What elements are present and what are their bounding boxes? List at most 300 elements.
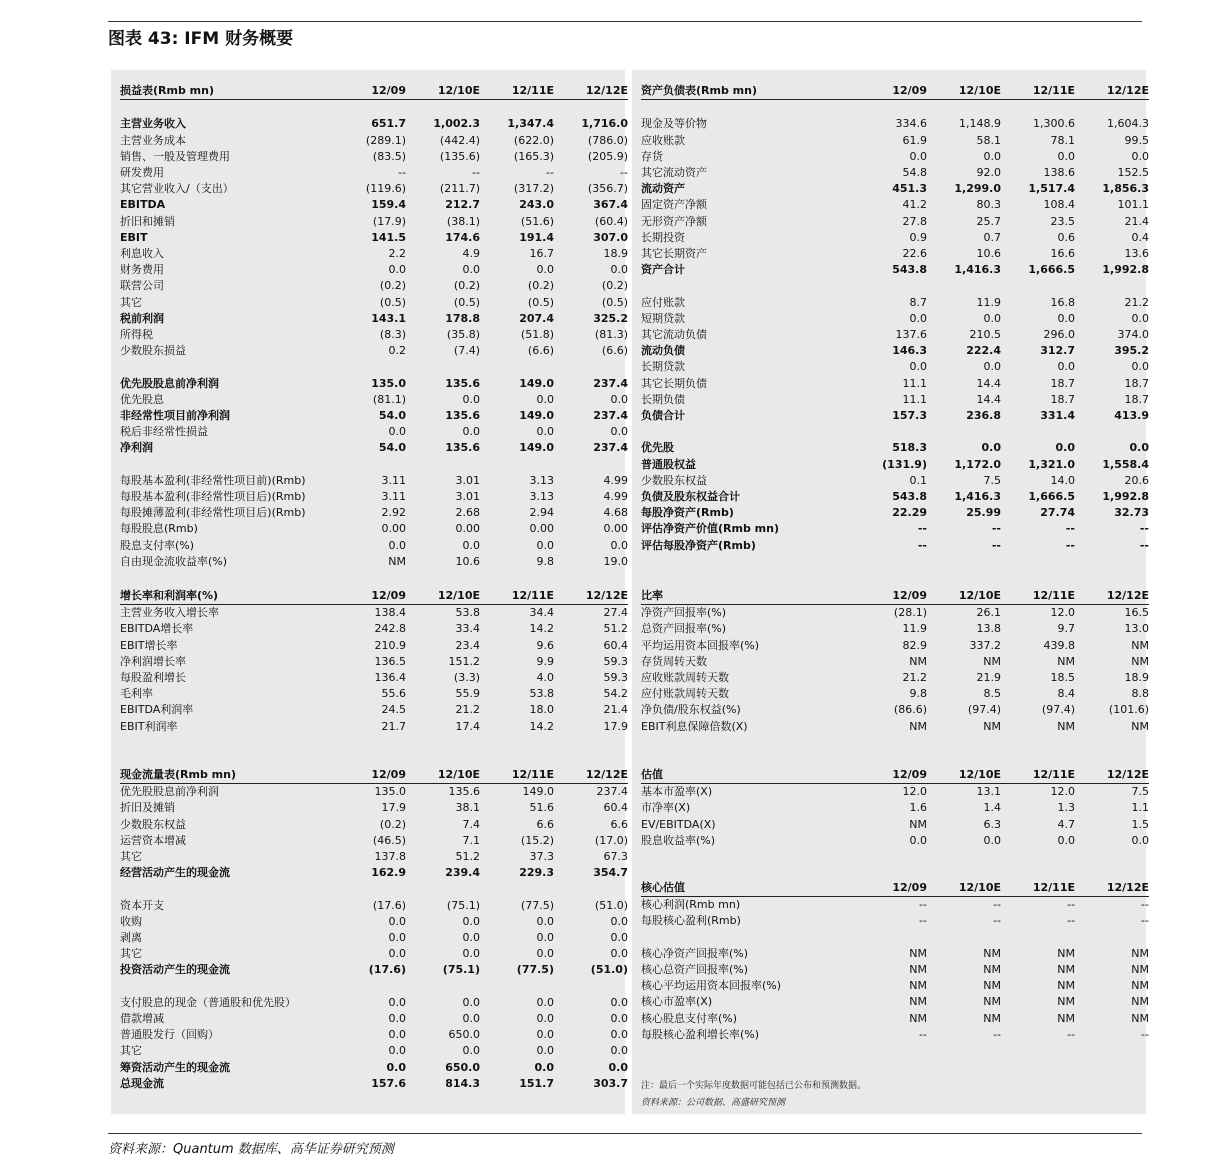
value-cell: 374.0 xyxy=(1117,328,1149,342)
row-label: 折旧和摊销 xyxy=(120,214,175,228)
spacer-cell xyxy=(406,100,480,117)
value-cell: 55.6 xyxy=(381,687,406,701)
value-cell: 10.6 xyxy=(976,247,1001,261)
table-row xyxy=(641,962,1149,978)
value-cell: 0.0 xyxy=(909,311,927,325)
value-cell: (75.1) xyxy=(446,898,480,912)
value-cell: (3.3) xyxy=(453,671,480,685)
spacer-cell xyxy=(641,930,869,946)
value-cell: -- xyxy=(1141,914,1149,928)
table-row xyxy=(120,865,628,881)
value-cell: 59.3 xyxy=(603,671,628,685)
value-cell: 60.4 xyxy=(603,638,628,652)
value-cell: 7.4 xyxy=(462,817,480,831)
value-cell: 27.4 xyxy=(603,606,628,620)
table-row xyxy=(641,1027,1149,1043)
table-row xyxy=(641,489,1149,505)
value-cell: -- xyxy=(1067,1027,1075,1041)
period-header: 12/12E xyxy=(1075,83,1149,100)
value-cell: 13.8 xyxy=(976,622,1001,636)
spacer-cell xyxy=(480,359,554,375)
period-header: 12/10E xyxy=(927,588,1001,605)
spacer-cell xyxy=(554,979,628,995)
table-row xyxy=(120,197,628,213)
value-cell: 0.0 xyxy=(536,1028,554,1042)
value-cell: 0.0 xyxy=(462,914,480,928)
value-cell: 0.0 xyxy=(1131,149,1149,163)
row-label: 借款增减 xyxy=(120,1012,164,1026)
table-row xyxy=(120,311,628,327)
value-cell: 17.9 xyxy=(381,801,406,815)
value-cell: (17.6) xyxy=(368,963,406,977)
value-cell: 17.9 xyxy=(603,719,628,733)
row-label: 应付账款 xyxy=(641,295,685,309)
value-cell: 1,517.4 xyxy=(1028,182,1075,196)
valuation-table xyxy=(641,767,1149,849)
row-label: 经营活动产生的现金流 xyxy=(120,866,230,880)
value-cell: 18.7 xyxy=(1124,392,1149,406)
value-cell: NM xyxy=(1131,979,1149,993)
value-cell: 0.0 xyxy=(462,995,480,1009)
table-row xyxy=(641,440,1149,456)
value-cell: 0.0 xyxy=(462,263,480,277)
value-cell: 0.0 xyxy=(610,931,628,945)
value-cell: 0.4 xyxy=(1131,230,1149,244)
growth-margin-table xyxy=(120,588,628,735)
table-row xyxy=(641,978,1149,994)
row-label: EBIT增长率 xyxy=(120,638,178,652)
value-cell: 0.0 xyxy=(388,995,406,1009)
value-cell: 1,416.3 xyxy=(954,263,1001,277)
value-cell: 14.2 xyxy=(529,719,554,733)
row-label: 其它长期负债 xyxy=(641,376,707,390)
value-cell: 0.0 xyxy=(462,425,480,439)
spacer-cell xyxy=(120,457,348,473)
value-cell: NM xyxy=(909,654,927,668)
period-header: 12/10E xyxy=(406,767,480,784)
row-label: 短期贷款 xyxy=(641,311,685,325)
period-header: 12/12E xyxy=(1075,767,1149,784)
value-cell: 54.0 xyxy=(378,409,406,423)
row-label: 优先股股息前净利润 xyxy=(120,376,219,390)
table-row xyxy=(120,392,628,408)
value-cell: 0.0 xyxy=(388,914,406,928)
table-row xyxy=(641,149,1149,165)
value-cell: 21.2 xyxy=(902,671,927,685)
value-cell: 0.00 xyxy=(529,522,554,536)
value-cell: 4.99 xyxy=(603,490,628,504)
section-title: 增长率和利润率(%) xyxy=(120,588,348,605)
row-label: 优先股 xyxy=(641,441,674,455)
table-row xyxy=(120,149,628,165)
table-row xyxy=(641,343,1149,359)
table-header-row xyxy=(641,588,1149,605)
value-cell: 0.0 xyxy=(462,947,480,961)
row-label: 筹资活动产生的现金流 xyxy=(120,1060,230,1074)
value-cell: 0.0 xyxy=(536,947,554,961)
table-source-note: 资料来源：公司数据、高盛研究预测 xyxy=(641,1098,786,1108)
row-label: 核心市盈率(X) xyxy=(641,995,713,1009)
table-row xyxy=(641,784,1149,801)
row-label: 少数股东权益 xyxy=(641,473,707,487)
table-header-row xyxy=(641,767,1149,784)
spacer-cell xyxy=(641,100,869,117)
value-cell: 9.7 xyxy=(1057,622,1075,636)
value-cell: 78.1 xyxy=(1050,133,1075,147)
table-row xyxy=(641,817,1149,833)
table-row xyxy=(120,278,628,294)
value-cell: 0.00 xyxy=(455,522,480,536)
value-cell: -- xyxy=(993,1027,1001,1041)
table-row xyxy=(120,1011,628,1027)
row-label: 主营业务成本 xyxy=(120,133,186,147)
row-label: 优先股息 xyxy=(120,392,164,406)
value-cell: 101.1 xyxy=(1117,198,1149,212)
value-cell: 13.0 xyxy=(1124,622,1149,636)
table-row xyxy=(641,605,1149,622)
value-cell: 0.0 xyxy=(462,538,480,552)
value-cell: (786.0) xyxy=(587,133,628,147)
table-row xyxy=(120,116,628,132)
period-header: 12/09 xyxy=(348,767,406,784)
value-cell: 0.0 xyxy=(983,360,1001,374)
row-label: 联营公司 xyxy=(120,279,164,293)
spacer-cell xyxy=(1001,930,1075,946)
value-cell: 0.0 xyxy=(1055,441,1075,455)
table-header-row xyxy=(120,767,628,784)
row-label: 核心利润(Rmb mn) xyxy=(641,898,741,912)
section-title: 现金流量表(Rmb mn) xyxy=(120,767,348,784)
spacer-cell xyxy=(554,457,628,473)
table-row xyxy=(641,946,1149,962)
spacer-cell xyxy=(927,424,1001,440)
value-cell: 14.4 xyxy=(976,376,1001,390)
value-cell: 242.8 xyxy=(374,622,406,636)
row-label: 其它 xyxy=(120,295,142,309)
table-row xyxy=(120,408,628,424)
row-label: 无形资产净额 xyxy=(641,214,707,228)
table-row xyxy=(120,621,628,637)
row-label: 现金及等价物 xyxy=(641,117,707,131)
value-cell: 1,992.8 xyxy=(1102,263,1149,277)
value-cell: NM xyxy=(1131,946,1149,960)
table-row xyxy=(120,521,628,537)
value-cell: 0.0 xyxy=(610,1028,628,1042)
period-header: 12/10E xyxy=(406,83,480,100)
page-title: 图表 43: IFM 财务概要 xyxy=(108,29,294,49)
row-label: 收购 xyxy=(120,914,142,928)
value-cell: 543.8 xyxy=(892,490,927,504)
value-cell: NM xyxy=(388,554,406,568)
value-cell: 222.4 xyxy=(966,344,1001,358)
row-label: 财务费用 xyxy=(120,263,164,277)
value-cell: 60.4 xyxy=(603,801,628,815)
value-cell: (75.1) xyxy=(442,963,480,977)
value-cell: (81.1) xyxy=(372,392,406,406)
value-cell: 0.0 xyxy=(610,425,628,439)
value-cell: 451.3 xyxy=(892,182,927,196)
table-row xyxy=(120,1076,628,1092)
value-cell: (442.4) xyxy=(439,133,480,147)
value-cell: 296.0 xyxy=(1043,328,1075,342)
value-cell: 152.5 xyxy=(1117,166,1149,179)
value-cell: 10.6 xyxy=(455,554,480,568)
value-cell: 0.0 xyxy=(1131,360,1149,374)
spacer-cell xyxy=(1075,930,1149,946)
value-cell: (356.7) xyxy=(587,182,628,196)
section-title: 比率 xyxy=(641,588,869,605)
table-row xyxy=(641,897,1149,914)
value-cell: 32.73 xyxy=(1114,506,1149,520)
value-cell: -- xyxy=(919,1027,927,1041)
value-cell: NM xyxy=(983,1011,1001,1025)
value-cell: NM xyxy=(909,719,927,733)
value-cell: 0.9 xyxy=(909,230,927,244)
table-row xyxy=(641,181,1149,197)
value-cell: 0.0 xyxy=(536,425,554,439)
table-row xyxy=(120,327,628,343)
spacer-cell xyxy=(480,979,554,995)
value-cell: -- xyxy=(917,522,927,536)
row-label: 市净率(X) xyxy=(641,801,691,815)
row-label: 毛利率 xyxy=(120,687,153,701)
value-cell: -- xyxy=(1067,898,1075,912)
period-header: 12/12E xyxy=(554,767,628,784)
period-header: 12/09 xyxy=(869,83,927,100)
section-title: 损益表(Rmb mn) xyxy=(120,83,348,100)
value-cell: 7.5 xyxy=(1131,785,1149,799)
spacer-cell xyxy=(348,457,406,473)
value-cell: 4.68 xyxy=(603,506,628,520)
spacer-cell xyxy=(120,979,348,995)
value-cell: 16.5 xyxy=(1124,606,1149,620)
table-row xyxy=(120,686,628,702)
value-cell: 2.92 xyxy=(381,506,406,520)
value-cell: 6.3 xyxy=(983,817,1001,831)
table-row xyxy=(641,230,1149,246)
value-cell: -- xyxy=(620,166,628,179)
table-row xyxy=(120,817,628,833)
value-cell: 54.8 xyxy=(902,166,927,179)
value-cell: (51.0) xyxy=(590,963,628,977)
value-cell: (17.6) xyxy=(372,898,406,912)
table-row xyxy=(641,833,1149,849)
period-header: 12/12E xyxy=(1075,588,1149,605)
row-label: 普通股发行（回购） xyxy=(120,1028,219,1042)
period-header: 12/11E xyxy=(480,767,554,784)
row-label: 平均运用资本回报率(%) xyxy=(641,638,760,652)
value-cell: 0.0 xyxy=(462,1012,480,1026)
value-cell: (0.5) xyxy=(601,295,628,309)
value-cell: -- xyxy=(1065,522,1075,536)
value-cell: 99.5 xyxy=(1124,133,1149,147)
value-cell: 22.6 xyxy=(902,247,927,261)
row-label: 流动负债 xyxy=(641,344,685,358)
value-cell: 237.4 xyxy=(593,376,628,390)
value-cell: (119.6) xyxy=(365,182,406,196)
value-cell: 1.5 xyxy=(1131,817,1149,831)
value-cell: 0.0 xyxy=(1057,360,1075,374)
spacer-cell xyxy=(120,359,348,375)
period-header: 12/12E xyxy=(554,588,628,605)
value-cell: NM xyxy=(1057,654,1075,668)
row-label: 支付股息的现金（普通股和优先股） xyxy=(120,995,296,1009)
value-cell: 19.0 xyxy=(603,554,628,568)
value-cell: 21.2 xyxy=(1124,295,1149,309)
value-cell: 4.9 xyxy=(462,247,480,261)
row-label: 折旧及摊销 xyxy=(120,801,175,815)
value-cell: 0.0 xyxy=(388,947,406,961)
period-header: 12/11E xyxy=(1001,880,1075,897)
value-cell: 0.0 xyxy=(983,149,1001,163)
row-label: 核心总资产回报率(%) xyxy=(641,963,749,976)
table-row xyxy=(120,505,628,521)
table-row xyxy=(120,784,628,801)
value-cell: NM xyxy=(1131,1011,1149,1025)
table-row xyxy=(120,1043,628,1059)
value-cell: 51.6 xyxy=(529,801,554,815)
spacer-cell xyxy=(1001,278,1075,294)
value-cell: 0.0 xyxy=(610,947,628,961)
balance-sheet-table xyxy=(641,83,1149,554)
section-title: 估值 xyxy=(641,767,869,784)
value-cell: 236.8 xyxy=(966,409,1001,423)
row-label: 主营业务收入 xyxy=(120,117,186,131)
row-label: 其它 xyxy=(120,1044,142,1058)
value-cell: 38.1 xyxy=(455,801,480,815)
value-cell: 25.7 xyxy=(976,214,1001,228)
row-label: 销售、一般及管理费用 xyxy=(120,149,230,163)
value-cell: 159.4 xyxy=(371,198,406,212)
row-label: EBITDA xyxy=(120,198,166,212)
row-label: 存货周转天数 xyxy=(641,654,707,668)
value-cell: 1.6 xyxy=(909,801,927,815)
value-cell: 53.8 xyxy=(455,606,480,620)
spacer-row xyxy=(641,930,1149,946)
row-label: 每股盈利增长 xyxy=(120,671,186,685)
table-row xyxy=(120,262,628,278)
row-label: 应收账款周转天数 xyxy=(641,671,729,685)
value-cell: 0.0 xyxy=(388,1012,406,1026)
value-cell: (86.6) xyxy=(893,703,927,717)
row-label: 每股基本盈利(非经常性项目前)(Rmb) xyxy=(120,473,306,487)
value-cell: 237.4 xyxy=(593,409,628,423)
period-header: 12/11E xyxy=(1001,767,1075,784)
value-cell: 0.0 xyxy=(610,392,628,406)
table-header-row xyxy=(120,83,628,100)
value-cell: 23.4 xyxy=(455,638,480,652)
spacer-row xyxy=(641,278,1149,294)
value-cell: -- xyxy=(398,166,406,179)
value-cell: (51.8) xyxy=(520,328,554,342)
table-row xyxy=(120,833,628,849)
value-cell: 1,666.5 xyxy=(1028,490,1075,504)
value-cell: 51.2 xyxy=(603,622,628,636)
value-cell: 229.3 xyxy=(519,866,554,880)
spacer-row xyxy=(120,881,628,897)
value-cell: 0.0 xyxy=(388,1028,406,1042)
table-row xyxy=(641,473,1149,489)
value-cell: -- xyxy=(1139,522,1149,536)
value-cell: 16.7 xyxy=(529,247,554,261)
value-cell: -- xyxy=(1067,914,1075,928)
value-cell: 58.1 xyxy=(976,133,1001,147)
value-cell: 9.8 xyxy=(536,554,554,568)
value-cell: 21.7 xyxy=(381,719,406,733)
value-cell: (0.2) xyxy=(379,279,406,293)
value-cell: NM xyxy=(909,817,927,831)
value-cell: NM xyxy=(909,995,927,1009)
value-cell: 11.1 xyxy=(902,392,927,406)
value-cell: 0.0 xyxy=(610,1012,628,1026)
value-cell: 18.9 xyxy=(603,247,628,261)
value-cell: 4.99 xyxy=(603,473,628,487)
value-cell: 8.7 xyxy=(909,295,927,309)
table-row xyxy=(120,849,628,865)
period-header: 12/09 xyxy=(869,767,927,784)
value-cell: (6.6) xyxy=(601,344,628,358)
value-cell: 0.0 xyxy=(610,995,628,1009)
period-header: 12/10E xyxy=(927,880,1001,897)
row-label: 自由现金流收益率(%) xyxy=(120,554,228,568)
spacer-cell xyxy=(406,359,480,375)
value-cell: 0.00 xyxy=(381,522,406,536)
spacer-cell xyxy=(120,100,348,117)
value-cell: NM xyxy=(1057,979,1075,993)
value-cell: 1,666.5 xyxy=(1028,263,1075,277)
value-cell: 151.2 xyxy=(448,654,480,668)
spacer-cell xyxy=(927,278,1001,294)
value-cell: 413.9 xyxy=(1114,409,1149,423)
table-row xyxy=(120,605,628,622)
value-cell: 13.1 xyxy=(976,785,1001,799)
table-row xyxy=(641,457,1149,473)
value-cell: 1,300.6 xyxy=(1033,117,1075,131)
value-cell: 149.0 xyxy=(522,785,554,799)
value-cell: 12.0 xyxy=(902,785,927,799)
period-header: 12/10E xyxy=(927,83,1001,100)
row-label: 非经常性项目前净利润 xyxy=(120,409,230,423)
value-cell: -- xyxy=(472,166,480,179)
value-cell: 8.5 xyxy=(983,687,1001,701)
spacer-cell xyxy=(554,881,628,897)
value-cell: 0.0 xyxy=(388,425,406,439)
value-cell: NM xyxy=(1057,995,1075,1009)
value-cell: 0.0 xyxy=(1129,441,1149,455)
value-cell: (77.5) xyxy=(520,898,554,912)
value-cell: 136.5 xyxy=(374,654,406,668)
row-label: 评估每股净资产(Rmb) xyxy=(641,538,756,552)
value-cell: 3.01 xyxy=(455,473,480,487)
value-cell: -- xyxy=(919,898,927,912)
value-cell: 1,002.3 xyxy=(433,117,480,131)
value-cell: 0.0 xyxy=(981,441,1001,455)
value-cell: 21.4 xyxy=(603,703,628,717)
value-cell: 143.1 xyxy=(371,311,406,325)
period-header: 12/11E xyxy=(1001,83,1075,100)
row-label: 每股股息(Rmb) xyxy=(120,522,198,536)
value-cell: (135.6) xyxy=(439,149,480,163)
value-cell: 146.3 xyxy=(892,344,927,358)
row-label: 所得税 xyxy=(120,328,153,342)
value-cell: 18.7 xyxy=(1050,376,1075,390)
table-row xyxy=(120,424,628,440)
value-cell: -- xyxy=(917,538,927,552)
row-label: 基本市盈率(X) xyxy=(641,785,713,799)
value-cell: 61.9 xyxy=(902,133,927,147)
table-row xyxy=(641,505,1149,521)
table-row xyxy=(120,538,628,554)
